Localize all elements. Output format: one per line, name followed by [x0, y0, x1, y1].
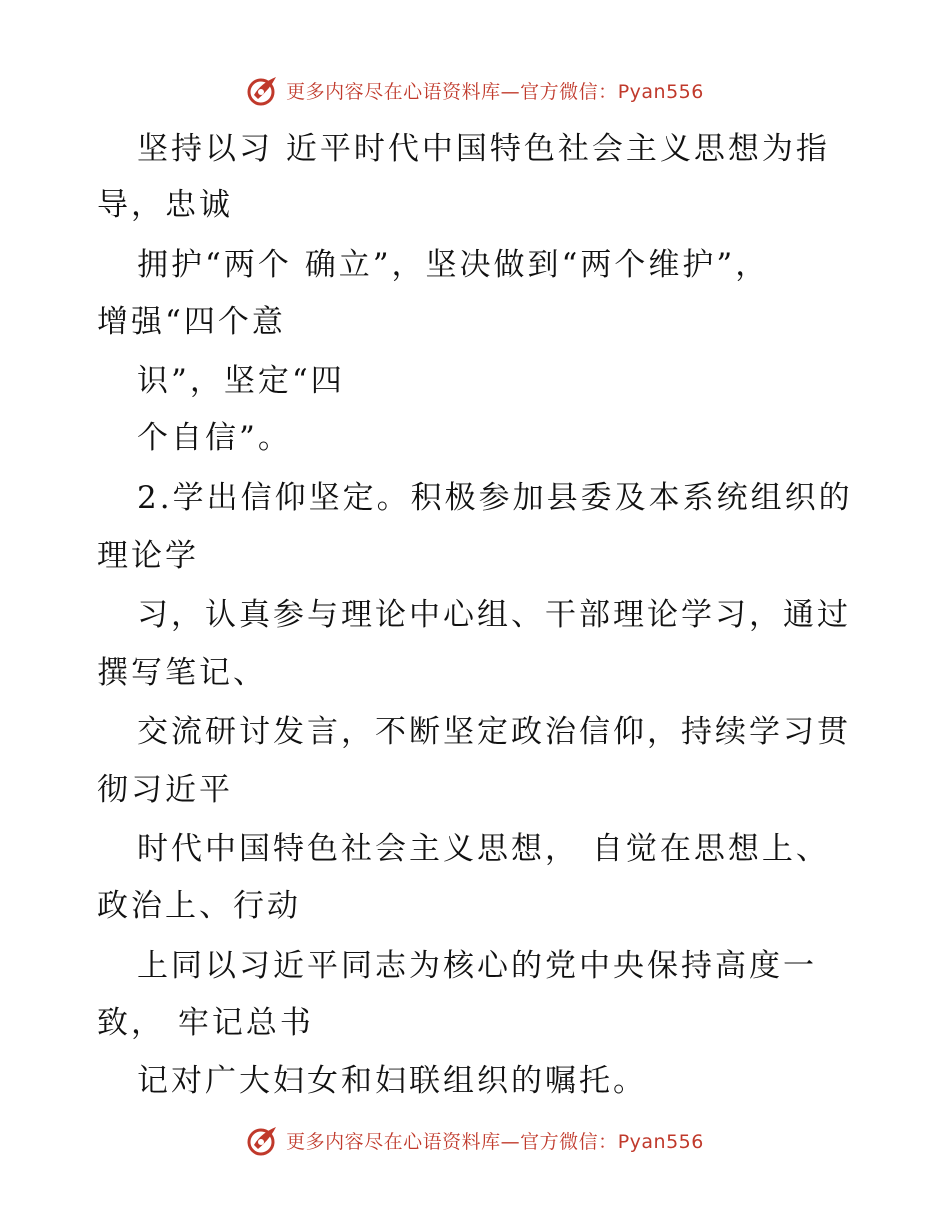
body-line: 增强“四个意 [97, 304, 286, 340]
header-banner-handle: Pyan556 [617, 80, 704, 103]
body-line: 导，忠诚 [97, 187, 233, 223]
body-line: 交流研讨发言，不断坚定政治信仰，持续学习贯 [137, 714, 851, 750]
body-line: 上同以习近平同志为核心的党中央保持高度一 [137, 948, 817, 984]
header-banner [0, 70, 950, 110]
footer-banner-separator: — [500, 1130, 521, 1153]
body-line: 识”，坚定“四 [137, 363, 345, 399]
body-line: 个自信”。 [137, 420, 292, 456]
footer-banner [0, 1120, 950, 1160]
body-line: 2.学出信仰坚定。积极参加县委及本系统组织的 [137, 480, 853, 516]
header-banner-label: 官方微信： [520, 80, 618, 103]
body-line: 政治上、行动 [97, 888, 301, 924]
footer-banner-handle: Pyan556 [617, 1130, 704, 1153]
header-banner-separator: — [500, 80, 521, 103]
body-line: 理论学 [97, 538, 199, 574]
body-line: 致， 牢记总书 [97, 1005, 314, 1041]
body-line: 记对广大妇女和妇联组织的嘱托。 [137, 1063, 647, 1099]
footer-banner-label: 官方微信： [520, 1130, 618, 1153]
body-line: 拥护“两个 确立”，坚决做到“两个维护”， [137, 247, 770, 283]
body-line: 坚持以习 近平时代中国特色社会主义思想为指 [137, 131, 830, 167]
body-line: 彻习近平 [97, 772, 233, 808]
body-line: 习，认真参与理论中心组、干部理论学习，通过 [137, 597, 851, 633]
footer-banner-main: 更多内容尽在心语资料库 [286, 1130, 501, 1153]
footer-banner-text [286, 1127, 704, 1154]
header-banner-main: 更多内容尽在心语资料库 [286, 80, 501, 103]
header-banner-text [286, 77, 704, 104]
pen-nib-logo-icon [246, 1123, 280, 1157]
pen-nib-logo-icon [246, 73, 280, 107]
body-line: 时代中国特色社会主义思想， 自觉在思想上、 [137, 831, 830, 867]
body-line: 撰写笔记、 [97, 655, 267, 691]
